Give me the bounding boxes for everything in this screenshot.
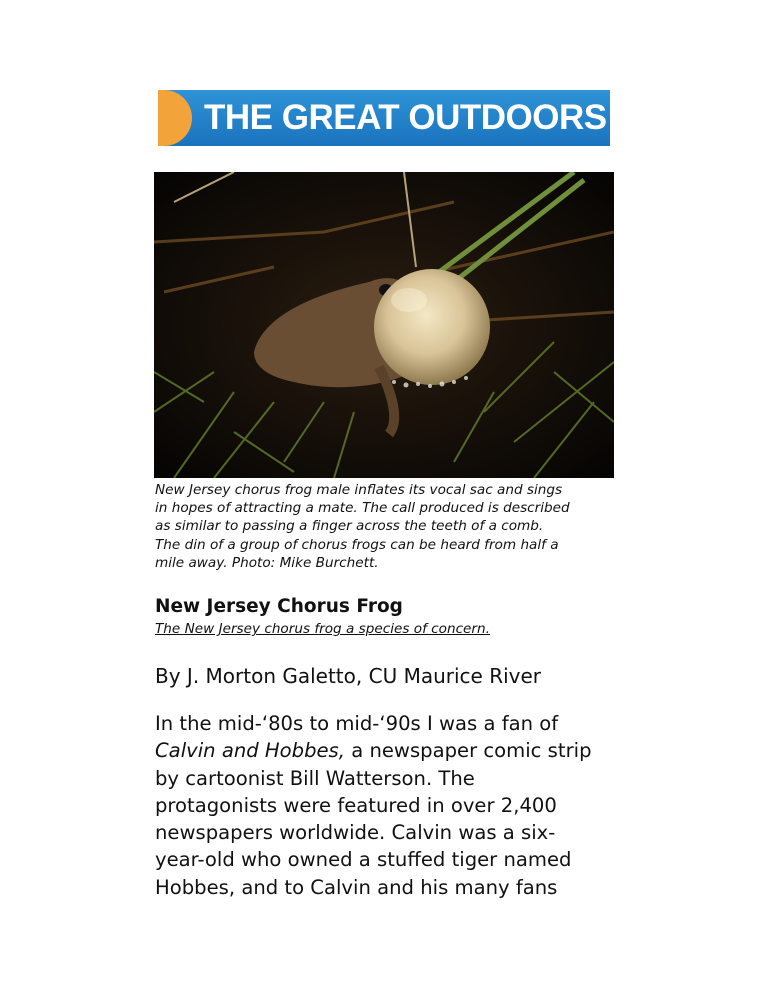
article-title: New Jersey Chorus Frog — [155, 596, 403, 617]
banner-title: THE GREAT OUTDOORS — [204, 98, 607, 137]
body-line — [155, 737, 630, 764]
body-line: year-old who owned a stuffed tiger named — [155, 848, 572, 872]
body-line: In the mid-‘80s to mid-‘90s I was a fan of — [155, 712, 559, 735]
article-byline: By J. Morton Galetto, CU Maurice River — [155, 664, 542, 688]
article-subtitle: The New Jersey chorus frog a species of concern. — [155, 621, 490, 637]
caption-line: The din of a group of chorus frogs can be heard from half a — [155, 536, 559, 553]
body-line-rest: a newspaper comic strip — [345, 739, 592, 763]
section-banner — [158, 90, 610, 146]
body-line: Hobbes, and to Calvin and his many fans — [155, 875, 558, 899]
banner-accent-tab — [158, 90, 192, 146]
caption-line: New Jersey chorus frog male inflates its vocal sac and sings — [155, 482, 563, 498]
body-line: by cartoonist Bill Watterson. The — [155, 766, 475, 790]
article-body — [155, 710, 630, 901]
caption-line: mile away. Photo: Mike Burchett. — [155, 554, 379, 571]
frog-photo — [154, 172, 614, 478]
comic-title: Calvin and Hobbes, — [155, 739, 345, 763]
body-line: protagonists were featured in over 2,400 — [155, 793, 557, 817]
photo-caption — [155, 481, 625, 572]
body-line: newspapers worldwide. Calvin was a six- — [155, 821, 556, 845]
caption-line: in hopes of attracting a mate. The call produced is described — [155, 500, 570, 517]
caption-line: as similar to passing a finger across the teeth of a comb. — [155, 518, 544, 535]
